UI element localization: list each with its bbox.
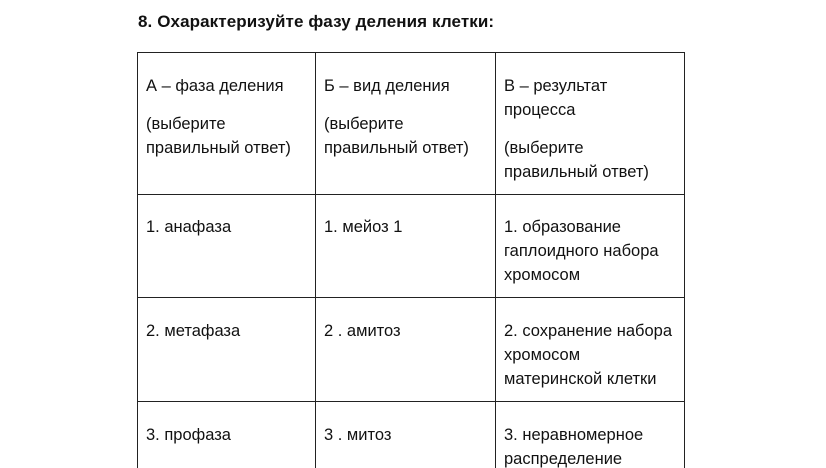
table-header-row xyxy=(138,53,685,195)
table-cell: 2 . амитоз xyxy=(316,298,496,402)
table-cell: 1. образование гаплоидного набора хромосом xyxy=(496,195,685,298)
table-cell: 3. профаза xyxy=(138,402,316,468)
table-cell: 3. неравномерное распределение xyxy=(496,402,685,468)
table-row xyxy=(138,298,685,402)
table-cell: 3 . митоз xyxy=(316,402,496,468)
header-label: В – результат процесса xyxy=(504,77,608,119)
header-cell-result xyxy=(496,53,685,195)
header-note: (выберите правильный ответ) xyxy=(146,115,291,157)
table-row xyxy=(138,402,685,468)
header-note: (выберите правильный ответ) xyxy=(324,115,469,157)
table-cell: 1. мейоз 1 xyxy=(316,195,496,298)
task-title: 8. Охарактеризуйте фазу деления клетки: xyxy=(138,12,495,31)
header-cell-phase xyxy=(138,53,316,195)
header-note: (выберите правильный ответ) xyxy=(504,139,649,181)
table-row xyxy=(138,195,685,298)
cell-division-table xyxy=(137,52,685,468)
table-cell: 2. метафаза xyxy=(138,298,316,402)
table-cell: 1. анафаза xyxy=(138,195,316,298)
header-cell-type xyxy=(316,53,496,195)
header-label: А – фаза деления xyxy=(146,77,284,95)
table-cell: 2. сохранение набора хромосом материнской клетки xyxy=(496,298,685,402)
header-label: Б – вид деления xyxy=(324,77,450,95)
